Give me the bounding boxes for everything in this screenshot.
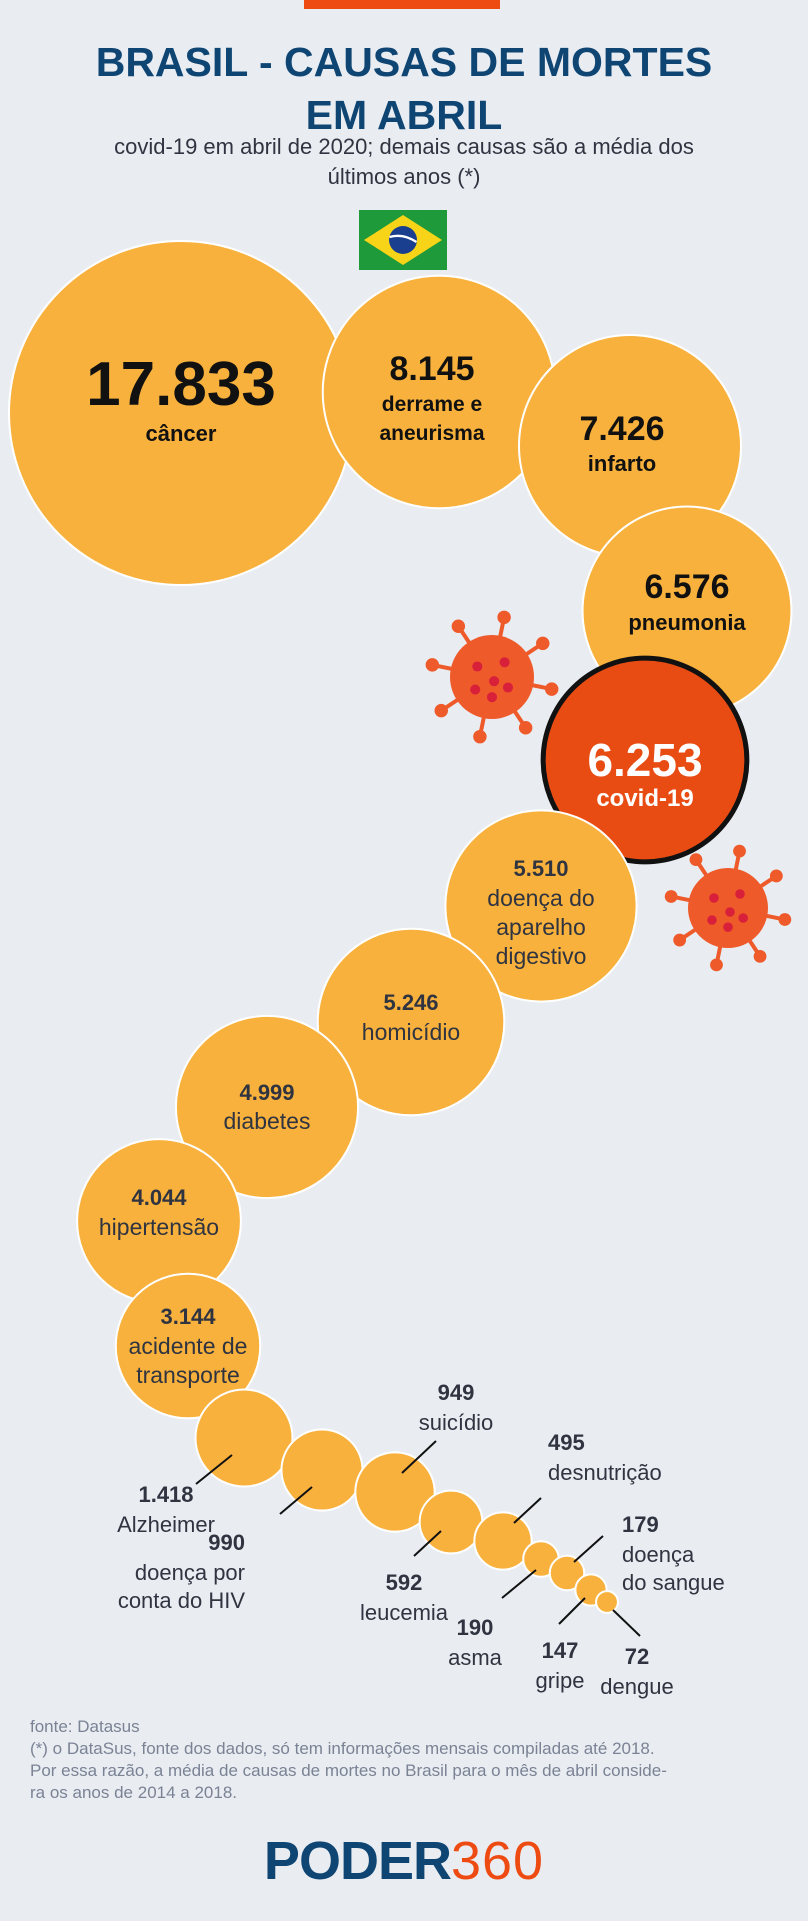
virus-dot: [709, 893, 719, 903]
data-label-value: 6.253: [587, 734, 703, 786]
virus-spike-tip: [754, 950, 767, 963]
data-label-category: transporte: [136, 1362, 240, 1388]
data-label-value: 7.426: [579, 410, 665, 448]
data-label-category: do sangue: [622, 1570, 725, 1595]
data-label-category: homicídio: [361, 1019, 461, 1045]
data-label-category: conta do HIV: [117, 1588, 245, 1613]
virus-dot: [738, 913, 748, 923]
data-label-value: 17.833: [86, 350, 276, 419]
data-label-value: 1.418: [138, 1482, 194, 1507]
virus-spike-tip: [536, 637, 549, 650]
data-label-value: 147: [541, 1638, 579, 1663]
virus-dot: [503, 682, 513, 692]
virus-spike-tip: [733, 845, 746, 858]
leader-line: [559, 1598, 585, 1624]
title-line-1: BRASIL - CAUSAS DE MORTES: [95, 39, 713, 85]
virus-dot: [707, 915, 717, 925]
data-label-category: Alzheimer: [117, 1512, 215, 1537]
data-label-category: asma: [448, 1645, 502, 1670]
data-label-category: câncer: [145, 421, 217, 446]
data-label-category: diabetes: [223, 1108, 311, 1134]
leader-line: [574, 1536, 603, 1562]
virus-spike-tip: [545, 682, 558, 695]
data-label-category: dengue: [600, 1674, 674, 1699]
virus-spike-tip: [452, 620, 465, 633]
data-label-category: suicídio: [418, 1410, 494, 1435]
virus-spike-tip: [690, 853, 703, 866]
bubble-derrame-e-aneurisma: [323, 276, 555, 508]
virus-spike-tip: [665, 890, 678, 903]
bubble-leucemia: [420, 1491, 483, 1554]
footnote-line-1: (*) o DataSus, fonte dos dados, só tem informações mensais compiladas até 2018.: [30, 1739, 655, 1758]
data-label-value: 8.145: [389, 350, 475, 388]
leader-line: [514, 1498, 541, 1523]
subtitle-line-2: últimos anos (*): [327, 164, 481, 189]
data-label-value: 179: [622, 1512, 659, 1537]
virus-spike-tip: [435, 704, 448, 717]
source-note: fonte: Datasus: [30, 1717, 140, 1736]
data-label-category: doença do: [487, 885, 595, 911]
virus-spike-tip: [473, 730, 486, 743]
data-label-category: desnutrição: [548, 1460, 662, 1485]
poder360-logo: [0, 1830, 808, 1892]
virus-dot: [735, 889, 745, 899]
data-label-value: 949: [437, 1380, 475, 1405]
data-label-value: 5.510: [513, 856, 569, 881]
data-label-category: gripe: [535, 1668, 585, 1693]
bubble-dengue: [596, 1591, 618, 1613]
virus-spike-tip: [497, 611, 510, 624]
virus-dot: [487, 692, 497, 702]
data-label-value: 3.144: [160, 1304, 216, 1329]
data-label-value: 5.246: [383, 990, 439, 1015]
leader-line: [613, 1610, 640, 1636]
virus-dot: [723, 922, 733, 932]
bubble-doenca-por-conta-do-hiv: [281, 1429, 362, 1510]
virus-spike-tip: [673, 934, 686, 947]
leader-line: [502, 1570, 536, 1598]
logo-part-1: PODER: [263, 1831, 451, 1891]
logo-part-2: 360: [450, 1831, 545, 1891]
data-label-category: infarto: [587, 451, 657, 476]
footer-notes: [30, 1716, 750, 1804]
virus-spike-tip: [778, 913, 791, 926]
data-label-category: covid-19: [596, 785, 694, 812]
data-label-category: aparelho: [496, 914, 586, 940]
data-label-value: 72: [624, 1644, 650, 1669]
virus-spike-tip: [710, 958, 723, 971]
data-label-value: 990: [208, 1530, 245, 1555]
virus-spike-tip: [519, 721, 532, 734]
virus-spike-tip: [426, 658, 439, 671]
data-label-value: 495: [548, 1430, 585, 1455]
subtitle-line-1: covid-19 em abril de 2020; demais causas são a média dos: [114, 134, 694, 159]
virus-dot: [489, 676, 499, 686]
data-label-category: doença: [622, 1542, 695, 1567]
data-label-category: digestivo: [495, 943, 587, 969]
data-label-value: 190: [456, 1615, 494, 1640]
data-label-value: 6.576: [644, 568, 730, 606]
virus-dot: [470, 685, 480, 695]
data-label-category: hipertensão: [98, 1214, 220, 1240]
footnote-line-2: Por essa razão, a média de causas de mortes no Brasil para o mês de abril conside-: [30, 1761, 667, 1780]
data-label-value: 4.044: [131, 1185, 187, 1210]
data-label-category: acidente de: [128, 1333, 248, 1359]
data-label-category: doença por: [134, 1560, 245, 1585]
title-line-2: EM ABRIL: [305, 92, 503, 138]
virus-dot: [500, 657, 510, 667]
virus-spike-tip: [770, 870, 783, 883]
data-label-value: 592: [385, 1570, 423, 1595]
footnote-line-3: ra os anos de 2014 a 2018.: [30, 1783, 237, 1802]
virus-dot: [725, 907, 735, 917]
virus-dot: [472, 661, 482, 671]
data-label-category: pneumonia: [628, 610, 746, 635]
data-label-category: leucemia: [359, 1600, 449, 1625]
data-label-category: derrame e: [381, 393, 483, 416]
data-label-category: aneurisma: [379, 422, 485, 445]
data-label-value: 4.999: [239, 1080, 295, 1105]
